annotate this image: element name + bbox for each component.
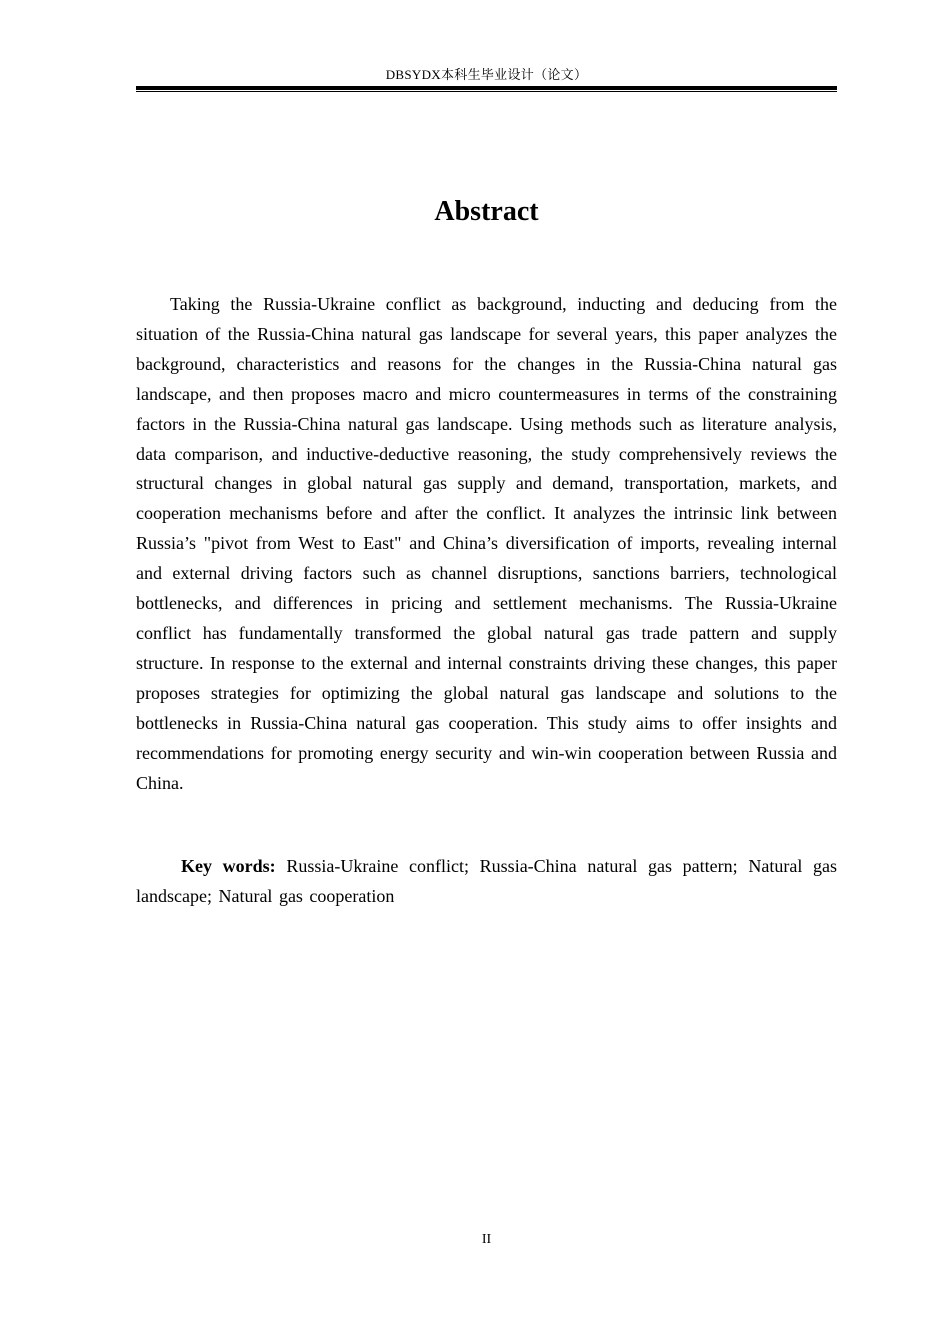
- page-number: II: [481, 1232, 492, 1247]
- header-rule-thin: [136, 91, 837, 92]
- keywords-label: Key words:: [181, 856, 276, 876]
- keywords-section: [136, 852, 837, 912]
- header-rule-thick: [136, 86, 837, 90]
- abstract-paragraph: Taking the Russia-Ukraine conflict as background, inducting and deducing from the situation of the Russia-China natural gas landscape for several years, this paper analyzes the background, characteristics and reasons for the changes in the Russia-China natural gas landscape, and then proposes macro and micro countermeasures in terms of the constraining factors in the Russia-China natural gas landscape. Using methods such as literature analysis, data comparison, and inductive-deductive reasoning, the study comprehensively reviews the structural changes in global natural gas supply and demand, transportation, markets, and cooperation mechanisms before and after the conflict. It analyzes the intrinsic link between Russia’s "pivot from West to East" and China’s diversification of imports, revealing internal and external driving factors such as channel disruptions, sanctions barriers, technological bottlenecks, and differences in pricing and settlement mechanisms. The Russia-Ukraine conflict has fundamentally transformed the global natural gas trade pattern and supply structure. In response to the external and internal constraints driving these changes, this paper proposes strategies for optimizing the global natural gas landscape and solutions to the bottlenecks in Russia-China natural gas cooperation. This study aims to offer insights and recommendations for promoting energy security and win-win cooperation between Russia and China.: [136, 294, 837, 793]
- running-header: DBSYDX本科生毕业设计（论文）: [385, 67, 588, 82]
- keywords-text: Russia-Ukraine conflict; Russia-China natural gas pattern; Natural gas landscape; Natural gas cooperation: [136, 856, 837, 906]
- page-title: Abstract: [434, 196, 539, 227]
